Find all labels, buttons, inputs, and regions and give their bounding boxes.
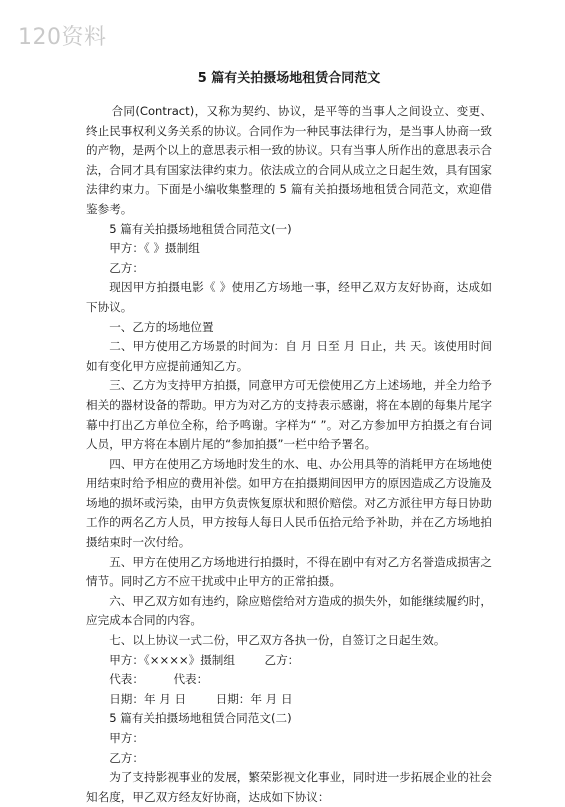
intro-paragraph: 合同(Contract)，又称为契约、协议，是平等的当事人之间设立、变更、终止民事权利义务关系的协议。合同作为一种民事法律行为，是当事人协商一致的产物，是两个以上的意思表示相一致的协议。只有当事人所作出的意思表示合法，合同才具有国家法律约束力。依法成立的合同从成立之日起生效，具有国家法律约束力。下面是小编收集整理的 5 篇有关拍摄场地租赁合同范文，欢迎借鉴参考。 (86, 104, 492, 216)
section-heading-1: 5 篇有关拍摄场地租赁合同范文(一) (109, 221, 292, 236)
signature-parties: 甲方：《××××》摄制组 乙方： (109, 652, 300, 667)
clause-7: 七、以上协议一式二份，甲乙双方各执一份，自签订之日起生效。 (109, 633, 446, 648)
document-body (86, 70, 492, 807)
signature-dates: 日期：年 月 日 日期：年 月 日 (109, 691, 293, 706)
section-heading-2: 5 篇有关拍摄场地租赁合同范文(二) (109, 711, 292, 726)
watermark-logo: 120资料 (18, 25, 107, 50)
intro-paragraph-2: 为了支持影视事业的发展，繁荣影视文化事业，同时进一步拓展企业的社会知名度，甲乙双方经友好协商，达成如下协议： (86, 770, 492, 804)
agreement-paragraph: 现因甲方拍摄电影《 》使用乙方场地一事，经甲乙双方友好协商，达成如下协议。 (86, 280, 492, 314)
party-b-line-2: 乙方： (109, 750, 144, 765)
clause-5: 五、甲方在使用乙方场地进行拍摄时，不得在剧中有对乙方名誉造成损害之情节。同时乙方不应干扰或中止甲方的正常拍摄。 (86, 554, 492, 589)
clause-3: 三、乙方为支持甲方拍摄，同意甲方可无偿使用乙方上述场地，并全力给予相关的器材设备的帮助。甲方为对乙方的支持表示感谢，将在本剧的每集片尾字幕中打出乙方单位全称，给予鸣谢。字样为“ ”。对乙方参加甲方拍摄之有台词人员，甲方将在本剧片尾的“参加拍摄”一栏中给予署名。 (86, 378, 492, 452)
clause-1: 一、乙方的场地位置 (109, 319, 214, 334)
party-a-line: 甲方：《 》摄制组 (109, 241, 200, 256)
clause-2: 二、甲方使用乙方场景的时间为：自 月 日至 月 日止，共 天。该使用时间如有变化甲方应提前通知乙方。 (86, 339, 492, 373)
signature-representatives: 代表： 代表： (109, 672, 209, 687)
party-a-line-2: 甲方： (109, 731, 144, 745)
party-b-line: 乙方： (109, 260, 144, 275)
clause-4: 四、甲方在使用乙方场地时发生的水、电、办公用具等的消耗甲方在场地使用结束时给予相应的费用补偿。如甲方在拍摄期间因甲方的原因造成乙方设施及场地的损坏或污染，由甲方负责恢复原状和照价赔偿。对乙方派往甲方每日协助工作的两名乙方人员，甲方按每人每日人民币伍拾元给予补助，并在乙方场地拍摄结束时一次付给。 (86, 456, 492, 550)
clause-6: 六、甲乙双方如有违约，除应赔偿给对方造成的损失外，如能继续履约时，应完成本合同的内容。 (86, 593, 492, 628)
document-title: 5 篇有关拍摄场地租赁合同范文 (197, 71, 381, 86)
